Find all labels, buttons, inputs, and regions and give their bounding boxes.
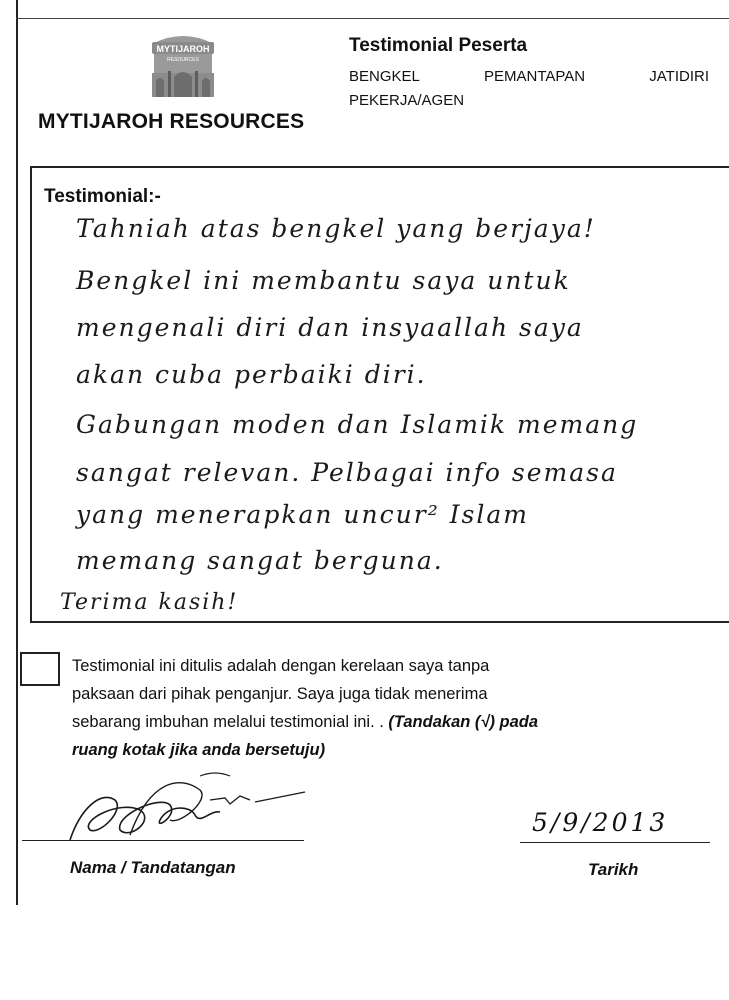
signature-label: Nama / Tandatangan — [70, 858, 236, 877]
handwritten-line: mengenali diri dan insyaallah saya — [76, 313, 584, 342]
handwritten-line: Bengkel ini membantu saya untuk — [76, 266, 571, 295]
handwritten-line: Tahniah atas bengkel yang berjaya! — [76, 214, 596, 243]
consent-instruction-cont: ruang kotak jika anda bersetuju) — [72, 741, 326, 759]
company-name: MYTIJAROH RESOURCES — [38, 110, 305, 133]
subtitle-word-2: PEMANTAPAN — [484, 68, 586, 85]
form-subtitle-line2: PEKERJA/AGEN — [349, 92, 465, 109]
subtitle-word-1: BENGKEL — [349, 68, 420, 85]
page-top-border — [16, 18, 729, 19]
consent-line-text: sebarang imbuhan melalui testimonial ini. . — [72, 713, 389, 731]
date-line — [520, 842, 710, 843]
handwritten-line: Gabungan moden dan Islamik memang — [76, 410, 639, 439]
signature-icon — [60, 770, 310, 850]
consent-checkbox[interactable] — [20, 652, 60, 686]
subtitle-word-3: JATIDIRI — [649, 68, 709, 85]
page-left-border — [16, 0, 18, 905]
handwritten-line: akan cuba perbaiki diri. — [76, 360, 427, 389]
consent-statement — [72, 652, 729, 764]
consent-line: Testimonial ini ditulis adalah dengan kerelaan saya tanpa — [72, 657, 490, 675]
handwritten-line: yang menerapkan uncur² Islam — [76, 500, 529, 529]
consent-line: paksaan dari pihak penganjur. Saya juga tidak menerima — [72, 685, 488, 703]
mytijaroh-logo-icon — [146, 33, 220, 105]
logo-badge-subtext: RESOURCES — [167, 57, 199, 63]
testimonial-label: Testimonial:- — [44, 186, 161, 207]
consent-instruction: (Tandakan (√) pada — [388, 713, 539, 731]
form-subtitle-line1 — [349, 68, 709, 85]
logo-badge-text: MYTIJAROH — [156, 44, 210, 54]
signature-line — [22, 840, 304, 841]
handwritten-line: sangat relevan. Pelbagai info semasa — [76, 458, 618, 487]
date-label: Tarikh — [588, 860, 639, 879]
consent-line — [72, 708, 729, 736]
form-title: Testimonial Peserta — [349, 35, 528, 56]
handwritten-line: Terima kasih! — [60, 590, 239, 615]
handwritten-line: memang sangat berguna. — [76, 546, 444, 575]
date-value: 5/9/2013 — [532, 808, 669, 837]
